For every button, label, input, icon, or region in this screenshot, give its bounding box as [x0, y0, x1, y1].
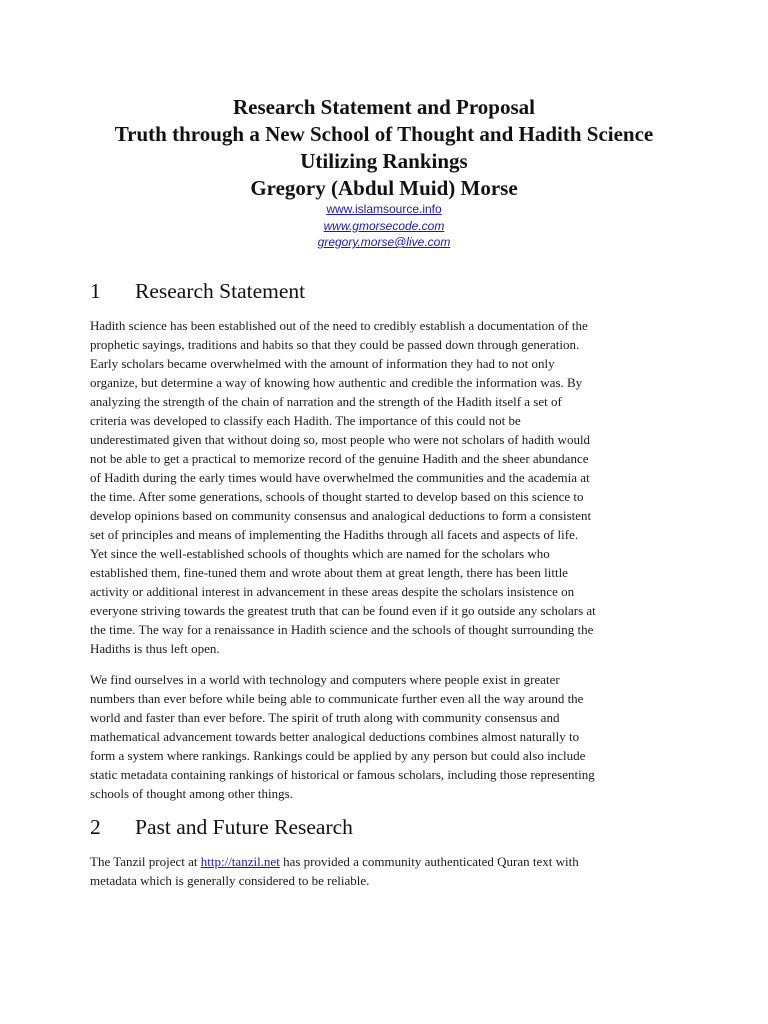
paragraph-line: analyzing the strength of the chain of narration and the strength of the Hadith itself a set of	[90, 394, 562, 409]
section-heading-past-future-research	[90, 814, 353, 840]
paragraph-line: Hadiths is thus left open.	[90, 641, 220, 656]
author-name: Gregory (Abdul Muid) Morse	[250, 176, 518, 200]
paragraph-past-future-research	[90, 852, 682, 890]
paragraph-line: of Hadith during the early times would have overwhelmed the communities and the academia at	[90, 470, 590, 485]
section-title: Past and Future Research	[135, 815, 353, 839]
paragraph-line: set of principles and means of implementing the Hadiths through all facets and aspects of life.	[90, 527, 579, 542]
document-subtitle-continued: Utilizing Rankings	[300, 149, 468, 173]
paragraph-line: organize, but determine a way of knowing how authentic and credible the information was. By	[90, 375, 583, 390]
section-title: Research Statement	[135, 279, 306, 303]
paragraph-line: not be able to get a practical to memorize record of the genuine Hadith and the sheer abundance	[90, 451, 589, 466]
paragraph-line	[90, 852, 682, 871]
section-heading-research-statement	[90, 278, 305, 304]
paragraph-research-statement-1	[90, 316, 682, 658]
paragraph-line: established them, fine-tuned them and wrote about them at great length, there has been little	[90, 565, 568, 580]
paragraph-research-statement-2	[90, 670, 682, 803]
paragraph-line: underestimated given that without doing so, most people who were not scholars of hadith would	[90, 432, 591, 447]
paragraph-line: everyone striving towards the greatest truth that can be found even if it go outside any scholars at	[90, 603, 596, 618]
paragraph-line: We find ourselves in a world with technology and computers where people exist in greater	[90, 672, 560, 687]
tanzil-link[interactable]: http://tanzil.net	[200, 854, 280, 869]
text-run: has provided a community authenticated Quran text with	[279, 854, 579, 869]
paragraph-line: Early scholars became overwhelmed with the amount of information they had to not only	[90, 356, 555, 371]
paragraph-line: criteria was developed to classify each Hadith. The importance of this could not be	[90, 413, 521, 428]
paragraph-line: the time. After some generations, schools of thought started to develop based on this science to	[90, 489, 584, 504]
paragraph-line: world and faster than ever before. The spirit of truth along with community consensus and	[90, 710, 560, 725]
email-link[interactable]: gregory.morse@live.com	[317, 235, 451, 249]
paragraph-line: Yet since the well-established schools of thoughts which are named for the scholars who	[90, 546, 550, 561]
paragraph-line: prophetic sayings, traditions and habits so that they could be passed down through generation.	[90, 337, 580, 352]
paragraph-line: form a system where rankings. Rankings could be applied by any person but could also include	[90, 748, 586, 763]
paragraph-line: activity or additional interest in advancement in these areas despite the scholars insistence on	[90, 584, 575, 599]
text-run: The Tanzil project at	[90, 854, 201, 869]
paragraph-line: schools of thought among other things.	[90, 786, 293, 801]
paragraph-line: the time. The way for a renaissance in Hadith science and the schools of thought surrounding the	[90, 622, 594, 637]
website-link-gmorsecode[interactable]: www.gmorsecode.com	[323, 218, 445, 233]
paragraph-line: develop opinions based on community consensus and analogical deductions to form a consistent	[90, 508, 592, 523]
document-subtitle: Truth through a New School of Thought and Hadith Science	[114, 122, 654, 146]
section-number: 1	[90, 279, 101, 303]
section-number: 2	[90, 815, 101, 839]
paragraph-line: Hadith science has been established out of the need to credibly establish a documentation of the	[90, 318, 588, 333]
paragraph-line: numbers than ever before while being able to communicate further even all the way around the	[90, 691, 584, 706]
website-link-islamsource[interactable]: www.islamsource.info	[326, 202, 442, 216]
document-title: Research Statement and Proposal	[233, 95, 535, 119]
paragraph-line: static metadata containing rankings of historical or famous scholars, including those representing	[90, 767, 595, 782]
paragraph-line: mathematical advancement towards better analogical deductions combines almost naturally to	[90, 729, 580, 744]
document-title-block	[60, 94, 708, 202]
author-links	[60, 201, 708, 251]
paragraph-line: metadata which is generally considered to be reliable.	[90, 873, 370, 888]
